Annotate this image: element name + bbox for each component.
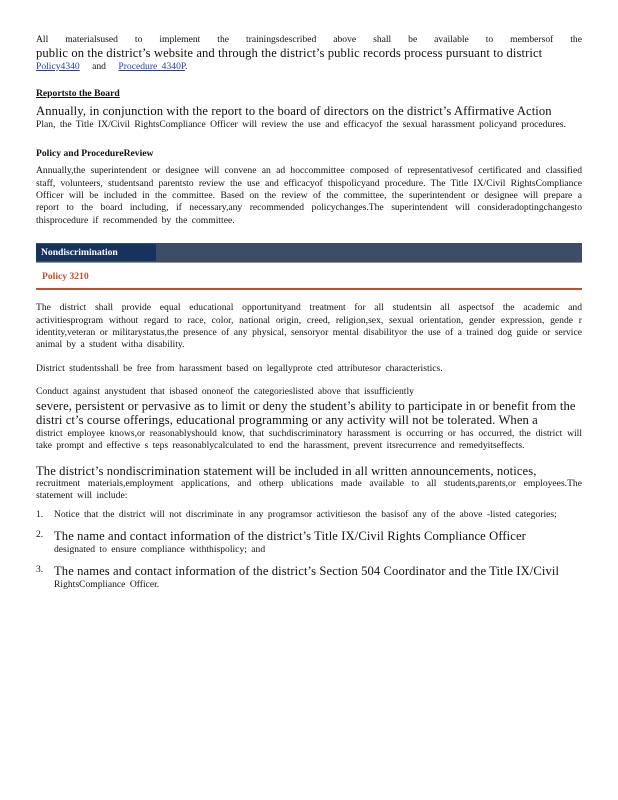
policy-number: Policy 3210 [42,271,89,283]
document-page [36,34,582,599]
section-title: Nondiscrimination [36,244,156,261]
list-item-text: Notice that the district will not discriminate in any programsor activitieson the basisof any of the above -listed categories; [54,508,557,520]
nondiscrimination-paragraph-2: District studentsshall be free from harassment based on legallyprote cted attributesor characteristics. [36,362,443,374]
paragraph-4-rest: recruitment materials,employment applications, and otherp ublications made available to all students,parents,or employees.The statement will include: [36,478,582,502]
period: . [185,60,188,72]
list-item-lead: The name and contact information of the district’s Title IX/Civil Rights Compliance Officer [54,529,526,544]
reports-paragraph [36,104,582,131]
reports-line-1: Annually, in conjunction with the report to the board of directors on the district’s Affirmative Action [36,104,552,119]
paragraph-3-large: severe, persistent or pervasive as to limit or deny the student’s ability to participate in or benefit from the distri ct’s course offerings, educational programming or any activity will not be tolerated. When a [36,398,576,428]
paragraph-3-line-1: Conduct against anystudent that isbased ononeof the categorieslisted above that issufficiently [36,386,414,398]
reports-rest: Plan, the Title IX/Civil RightsCompliance Officer will review the use and efficacyof the sexual harassment policyand procedures. [36,118,566,130]
policy-procedure-review-heading: Policy and ProcedureReview [36,148,154,160]
paragraph-4-line-1: The district’s nondiscrimination statement will be included in all written announcements, notices, [36,463,537,478]
nondiscrimination-paragraph-4 [36,464,582,503]
nondiscrimination-paragraph-3 [36,386,582,452]
and-text: and [92,60,106,72]
list-item-lead: The names and contact information of the district’s Section 504 Coordinator and the Title IX/Civil [54,564,560,579]
list-item-text: RightsCompliance Officer. [54,578,160,590]
reports-to-board-heading: Reportsto the Board [36,88,120,100]
procedure-4340p-link[interactable]: Procedure 4340P [118,60,186,72]
section-header-bar [36,243,582,263]
section-rule [36,262,582,263]
statement-list [36,509,582,591]
materials-line-2: public on the district’s website and through the district’s public records process pursuant to district [36,46,543,61]
materials-line-1: All materialsused to implement the trainingsdescribed above shall be available to membersof the [36,34,582,45]
policy-4340-link[interactable]: Policy4340 [36,60,80,72]
nondiscrimination-paragraph-1: The district shall provide equal educational opportunityand treatment for all studentsin all aspectsof the academic and activitiesprogram without regard to race, color, national origin, creed, religion,sex, sexual orientation, gender expression, gende r identity,veteran or militarystatus,the presence of any physical, sensoryor mental disabilityor the use of a trained dog guide or service animal by a student witha disability. [36,302,582,351]
materials-line-3 [36,61,582,73]
list-item-text: designated to ensure compliance withthispolicy; and [54,543,266,555]
review-paragraph: Annually,the superintendent or designee will convene an ad hoccommittee composed of representativesof certificated and classified staff, volunteers, studentsand parentsto review the use and efficacyof thispolicyand procedure. The Title IX/Civil RightsCompliance Officer will be included in the committee. Based on the review of the committee, the superintendent or designee will prepare a report to the board including, if necessary,any recommended policychanges.The superintendent will consideradoptingchangesto thisprocedure if recommended by the committee. [36,165,582,226]
list-item: 2. The name and contact information of the district’s Title IX/Civil Rights Compliance Officer designated to ensure compliance withthispolicy; and [36,529,582,556]
orange-divider [36,288,582,290]
list-item: 1. Notice that the district will not discriminate in any programsor activitieson the basisof any of the above -listed categories; [36,509,582,521]
materials-paragraph [36,34,582,73]
paragraph-3-rest: district employee knows,or reasonablyshould know, that suchdiscriminatory harassment is occurring or has occurred, the district will take prompt and effective s teps reasonablycalculated to end the harassment, prevent itsrecurrence and remedyitseffects. [36,427,582,452]
list-item: 3. The names and contact information of the district’s Section 504 Coordinator and the Title IX/Civil RightsCompliance Officer. [36,564,582,591]
